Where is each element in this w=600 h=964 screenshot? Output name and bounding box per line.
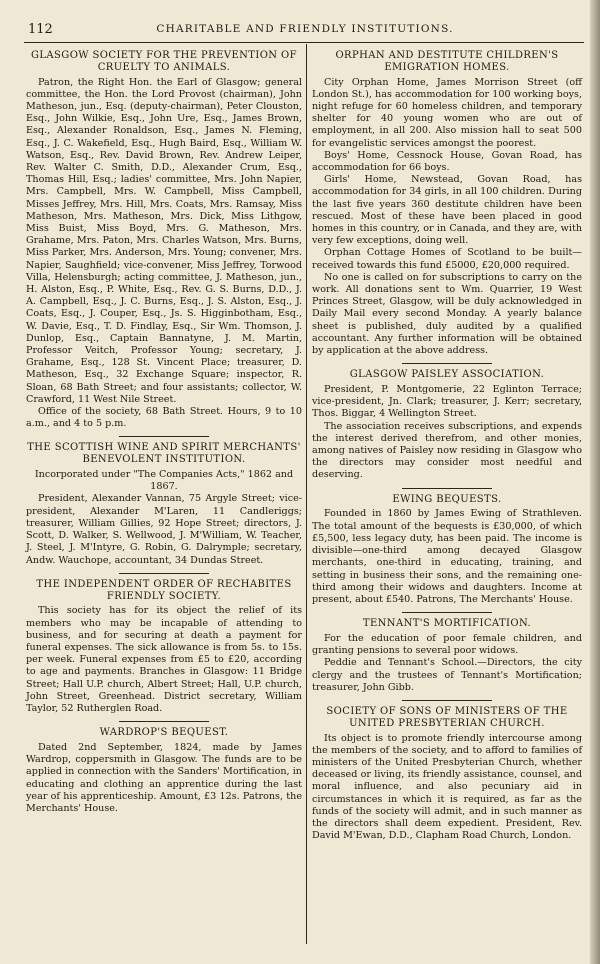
section-divider bbox=[119, 436, 209, 437]
left-column bbox=[26, 48, 302, 815]
section-paragraph: Its object is to promote friendly intercourse among the members of the society, and to afford to families of ministers of the United Presbyterian Church, whether deceased or living, its friendly assistance, counsel, and moral influence, and also pecuniary aid in circumstances in which it is required, as far as the funds of the society will admit, and in such manner as the directors shall deem expedient. President, Rev. David M'Ewan, D.D., Clapham Road Church, London. bbox=[312, 732, 582, 842]
header-rule bbox=[24, 42, 584, 43]
section-wardrops-bequest bbox=[26, 727, 302, 815]
section-paragraph: For the education of poor female children, and granting pensions to several poor widows. bbox=[312, 632, 582, 657]
section-paragraph: Girls' Home, Newstead, Govan Road, has accommodation for 34 girls, in all 100 children. During the last five years 360 destitute children have been rescued. Most of these have been placed in good homes in this country, or in Canada, and they are, with very few exceptions, doing well. bbox=[312, 174, 582, 247]
section-paragraph: Patron, the Right Hon. the Earl of Glasgow; general committee, the Hon. the Lord Provost (chairman), John Matheson, jun., Esq. (deputy-chairman), Peter Clouston, Esq., John Wilkie, Esq., John Ure, Esq., James Brown, Esq., Alexander Ronaldson, Esq., James N. Fleming, Esq., J. C. Wakefield, Esq., Hugh Baird, Esq., William W. Watson, Esq., Rev. David Brown, Rev. Andrew Leiper, Rev. Walter C. Smith, D.D., Alexander Crum, Esq., Thomas Hill, Esq.; ladies' committee, Mrs. John Napier, Mrs. Campbell, Mrs. W. Campbell, Miss Campbell, Misses Jeffrey, Mrs. Hill, Mrs. Coats, Mrs. Ramsay, Miss Matheson, Mrs. Matheson, Mrs. Dick, Miss Lithgow, Miss Buist, Miss Boyd, Mrs. G. Matheson, Mrs. Grahame, Mrs. Paton, Mrs. Charles Watson, Mrs. Burns, Miss Parker, Mrs. Anderson, Mrs. Young; convener, Mrs. Napier, Saughfield; vice-convener, Miss Jeffrey, Torwood Villa, Helensburgh; acting committee, J. Matheson, jun., H. Alston, Esq., P. White, Esq., Rev. G. S. Burns, D.D., J. A. Campbell, Esq., J. C. Burns, Esq., J. S. Alston, Esq., J. Coats, Esq., J. Couper, Esq., Js. S. Higginbotham, Esq., W. Davie, Esq., T. D. Findlay, Esq., Sir Wm. Thomson, J. Dunlop, Esq., Captain Bannatyne, J. M. Martin, Professor Veitch, Professor Young; secretary, J. Grahame, Esq., 128 St. Vincent Place; treasurer, D. Matheson, Esq., 32 Exchange Square; inspector, R. Sloan, 68 Bath Street; and four assistants; collector, W. Crawford, 11 West Nile Street. bbox=[26, 76, 302, 405]
section-title: SOCIETY OF SONS OF MINISTERS OF THE UNITED PRESBYTERIAN CHURCH. bbox=[326, 705, 568, 729]
section-ewing-bequests bbox=[312, 494, 582, 606]
running-title: CHARITABLE AND FRIENDLY INSTITUTIONS. bbox=[156, 23, 454, 35]
section-subtitle: Incorporated under "The Companies Acts," 1862 and 1867. bbox=[34, 469, 294, 493]
section-paragraph: President, P. Montgomerie, 22 Eglinton Terrace; vice-president, Jn. Clark; treasurer, J. Kerr; secretary, Thos. Biggar, 4 Wellington Street. bbox=[312, 384, 582, 420]
page-edge-shadow bbox=[590, 0, 600, 964]
section-title: THE INDEPENDENT ORDER OF RECHABITES FRIENDLY SOCIETY. bbox=[36, 578, 292, 602]
section-orphan-emigration-homes bbox=[312, 50, 582, 357]
section-sons-of-ministers bbox=[312, 706, 582, 842]
section-cruelty-to-animals bbox=[26, 50, 302, 430]
section-title: WARDROP'S BEQUEST. bbox=[99, 727, 229, 739]
section-divider bbox=[119, 721, 209, 722]
section-paragraph: President, Alexander Vannan, 75 Argyle Street; vice-president, Alexander M'Laren, 11 Candleriggs; treasurer, William Gillies, 92 Hope Street; directors, J. Scott, D. Walker, S. Wellwood, J. M'William, W. Teacher, J. Steel, J. M'Intyre, G. Robin, G. Dalrymple; secretary, Andw. Wauchope, accountant, 34 Dundas Street. bbox=[26, 493, 302, 566]
section-paragraph: Dated 2nd September, 1824, made by James Wardrop, coppersmith in Glasgow. The funds are to be applied in connection with the Sanders' Mortification, in educating and clothing an apprentice during the last year of his apprenticeship. Amount, £3 12s. Patrons, the Merchants' House. bbox=[26, 741, 302, 814]
section-title: GLASGOW SOCIETY FOR THE PREVENTION OF CRUELTY TO ANIMALS. bbox=[31, 50, 297, 73]
section-rechabites bbox=[26, 579, 302, 715]
page-header bbox=[28, 22, 582, 38]
section-paragraph: Founded in 1860 by James Ewing of Strathleven. The total amount of the bequests is £30,000, of which £5,500, less legacy duty, has been paid. The income is divisible—one-third among decayed Glasgow merchants, one-third in educating, training, and setting in business their sons, and the remaining one-third among their widows and daughters. Income at present, about £540. Patrons, The Merchants' House. bbox=[312, 508, 582, 605]
section-paragraph: Orphan Cottage Homes of Scotland to be built—received towards this fund £5000, £20,000 required. bbox=[312, 247, 582, 271]
section-wine-spirit-merchants bbox=[26, 442, 302, 566]
page-number: 112 bbox=[28, 22, 53, 37]
section-paragraph: The association receives subscriptions, and expends the interest derived therefrom, and other monies, among natives of Paisley now residing in Glasgow who the directors may consider most needful and deserving. bbox=[312, 420, 582, 481]
section-paisley-association bbox=[312, 369, 582, 481]
section-tennants-mortification bbox=[312, 618, 582, 694]
section-divider bbox=[402, 488, 492, 489]
section-divider bbox=[402, 363, 492, 364]
section-divider bbox=[119, 573, 209, 574]
column-divider bbox=[306, 44, 307, 944]
section-divider bbox=[402, 612, 492, 613]
section-paragraph: City Orphan Home, James Morrison Street (off London St.), has accommodation for 100 working boys, night refuge for 60 homeless children, and temporary shelter for 40 young women who are out of employment, in all 200. Also mission hall to seat 500 for evangelistic services amongst the poorest. bbox=[312, 76, 582, 149]
section-paragraph: Boys' Home, Cessnock House, Govan Road, has accommodation for 66 boys. bbox=[312, 149, 582, 174]
section-paragraph: No one is called on for subscriptions to carry on the work. All donations sent to Wm. Quarrier, 19 West Princes Street, Glasgow, will be duly acknowledged in Daily Mail every second Monday. A yearly balance sheet is published, duly audited by a qualified accountant. Any further information will be obtained by application at the above address. bbox=[312, 271, 582, 357]
section-title: ORPHAN AND DESTITUTE CHILDREN'S EMIGRATION HOMES. bbox=[335, 50, 559, 73]
section-paragraph: Peddie and Tennant's School.—Directors, the city clergy and the trustees of Tennant's Mortification; treasurer, John Gibb. bbox=[312, 657, 582, 693]
section-title: TENNANT'S MORTIFICATION. bbox=[362, 618, 532, 630]
right-column bbox=[312, 48, 582, 842]
section-title: EWING BEQUESTS. bbox=[392, 493, 502, 505]
section-title: GLASGOW PAISLEY ASSOCIATION. bbox=[349, 369, 545, 381]
section-paragraph: This society has for its object the relief of its members who may be incapable of attending to business, and for securing at death a payment for funeral expenses. The sick allowance is from 5s. to 15s. per week. Funeral expenses from £5 to £20, according to age and payments. Branches in Glasgow: 11 Bridge Street; Hall U.P. church, Albert Street; Hall, U.P. church, John Street, Greenhead. District secretary, William Taylor, 52 Rutherglen Road. bbox=[26, 605, 302, 714]
section-title: THE SCOTTISH WINE AND SPIRIT MERCHANTS' BENEVOLENT INSTITUTION. bbox=[27, 442, 301, 466]
section-paragraph: Office of the society, 68 Bath Street. Hours, 9 to 10 a.m., and 4 to 5 p.m. bbox=[26, 406, 302, 430]
section-divider bbox=[402, 700, 492, 701]
